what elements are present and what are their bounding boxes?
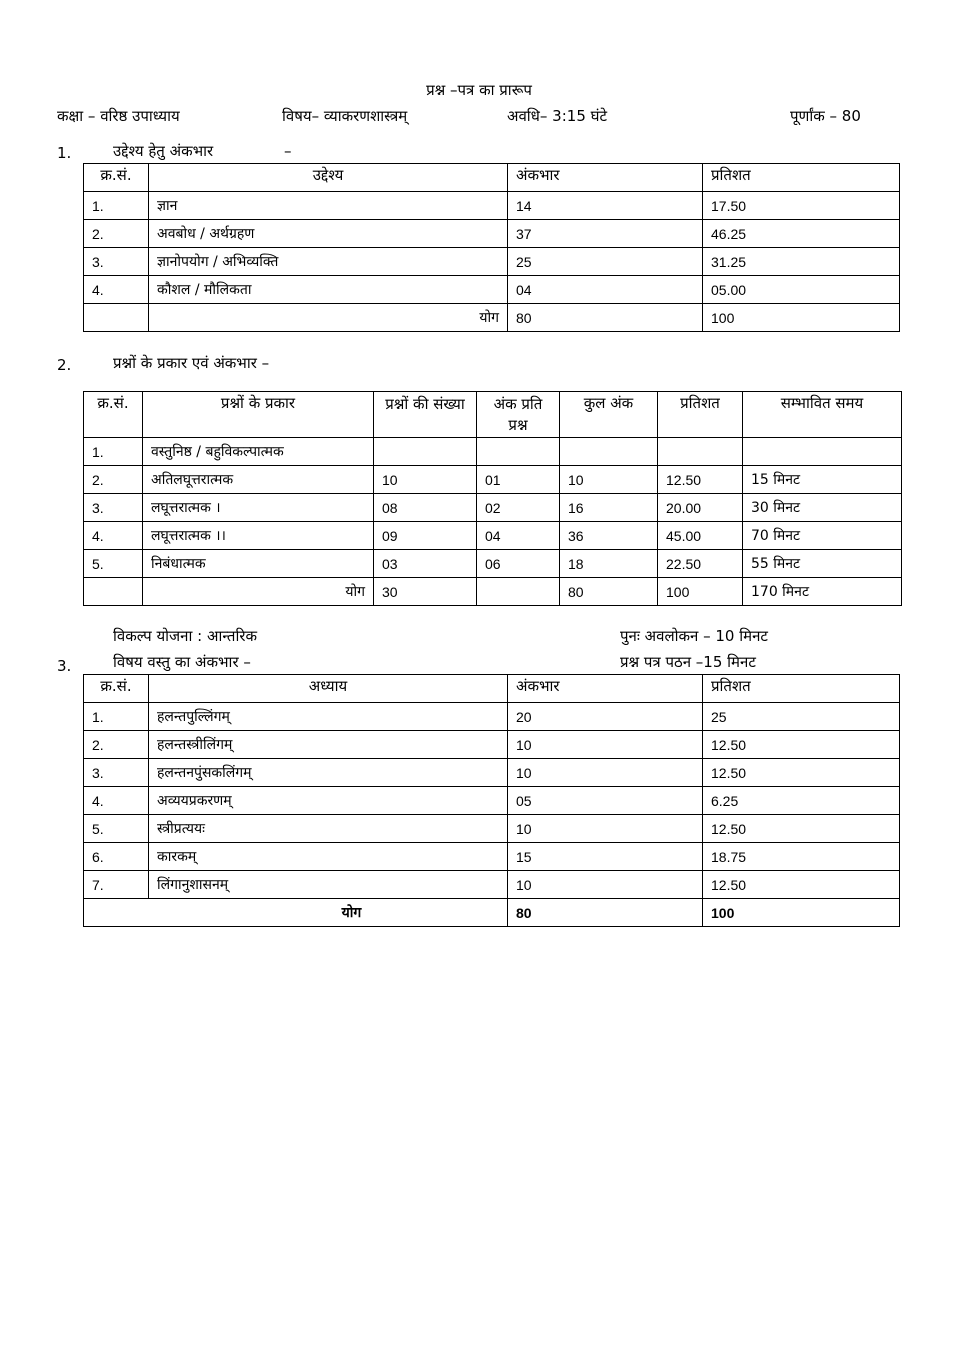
table-row xyxy=(84,759,900,787)
table-row xyxy=(84,522,902,550)
table-row xyxy=(84,276,900,304)
header-percent: प्रतिशत xyxy=(658,392,743,438)
cell-time: 15 मिनट xyxy=(743,466,902,494)
total-count: 30 xyxy=(374,578,477,606)
cell-marks: 20 xyxy=(508,703,703,731)
cell-chapter: अव्ययप्रकरणम् xyxy=(149,787,508,815)
total-label: योग xyxy=(149,304,508,332)
review-time-note: पुनः अवलोकन – 10 मिनट xyxy=(620,627,768,645)
content-weightage-table xyxy=(83,674,900,927)
cell-serial: 2. xyxy=(84,220,149,248)
cell-serial: 7. xyxy=(84,871,149,899)
cell-objective: ज्ञान xyxy=(149,192,508,220)
section1-heading: उद्देश्य हेतु अंकभार xyxy=(113,142,214,160)
cell-marks: 10 xyxy=(508,871,703,899)
table-row xyxy=(84,703,900,731)
cell-serial: 1. xyxy=(84,192,149,220)
subject-info: विषय– व्याकरणशास्त्रम् xyxy=(282,107,408,125)
total-time: 170 मिनट xyxy=(743,578,902,606)
cell-question-type: निबंधात्मक xyxy=(143,550,374,578)
cell-marks: 10 xyxy=(508,759,703,787)
cell-empty xyxy=(84,304,149,332)
cell-percent: 46.25 xyxy=(703,220,900,248)
cell-marks-per: 01 xyxy=(477,466,560,494)
table-row xyxy=(84,248,900,276)
class-info: कक्षा – वरिष्ठ उपाध्याय xyxy=(57,107,180,125)
total-percent: 100 xyxy=(658,578,743,606)
cell-count: 10 xyxy=(374,466,477,494)
total-percent: 100 xyxy=(703,899,900,927)
cell-serial: 4. xyxy=(84,276,149,304)
table-row xyxy=(84,731,900,759)
table-header-row xyxy=(84,164,900,192)
cell-chapter: हलन्तनपुंसकलिंगम् xyxy=(149,759,508,787)
table-header-row xyxy=(84,392,902,438)
cell-question-type: अतिलघूत्तरात्मक xyxy=(143,466,374,494)
table-row xyxy=(84,494,902,522)
header-question-type: प्रश्नों के प्रकार xyxy=(143,392,374,438)
cell-time: 70 मिनट xyxy=(743,522,902,550)
cell-chapter: स्त्रीप्रत्ययः xyxy=(149,815,508,843)
cell-marks-per: 04 xyxy=(477,522,560,550)
cell-percent: 31.25 xyxy=(703,248,900,276)
cell-empty xyxy=(84,578,143,606)
header-percent: प्रतिशत xyxy=(703,164,900,192)
cell-serial: 5. xyxy=(84,815,149,843)
cell-percent: 45.00 xyxy=(658,522,743,550)
cell-objective: कौशल / मौलिकता xyxy=(149,276,508,304)
cell-percent: 18.75 xyxy=(703,843,900,871)
table-row xyxy=(84,843,900,871)
total-label: योग xyxy=(84,899,508,927)
cell-count: 03 xyxy=(374,550,477,578)
total-marks-per xyxy=(477,578,560,606)
cell-total: 36 xyxy=(560,522,658,550)
cell-time xyxy=(743,438,902,466)
cell-serial: 5. xyxy=(84,550,143,578)
cell-marks: 10 xyxy=(508,731,703,759)
section3-heading: विषय वस्तु का अंकभार – xyxy=(113,653,251,671)
cell-percent: 22.50 xyxy=(658,550,743,578)
cell-serial: 1. xyxy=(84,703,149,731)
header-serial: क्र.सं. xyxy=(84,392,143,438)
header-marks: अंकभार xyxy=(508,675,703,703)
cell-percent: 12.50 xyxy=(658,466,743,494)
cell-marks: 37 xyxy=(508,220,703,248)
page-title: प्रश्न –पत्र का प्रारूप xyxy=(426,81,532,99)
cell-marks-per: 06 xyxy=(477,550,560,578)
table-row xyxy=(84,192,900,220)
cell-time: 55 मिनट xyxy=(743,550,902,578)
cell-serial: 3. xyxy=(84,248,149,276)
header-percent: प्रतिशत xyxy=(703,675,900,703)
option-plan-note: विकल्प योजना : आन्तरिक xyxy=(113,627,258,645)
header-marks: अंकभार xyxy=(508,164,703,192)
table-row xyxy=(84,220,900,248)
cell-serial: 1. xyxy=(84,438,143,466)
cell-percent: 12.50 xyxy=(703,731,900,759)
section3-number: 3. xyxy=(57,657,72,675)
cell-question-type: लघूत्तरात्मक ।। xyxy=(143,522,374,550)
header-marks-per-question: अंक प्रति प्रश्न xyxy=(477,392,560,438)
cell-count: 08 xyxy=(374,494,477,522)
cell-time: 30 मिनट xyxy=(743,494,902,522)
total-percent: 100 xyxy=(703,304,900,332)
cell-marks: 15 xyxy=(508,843,703,871)
question-types-table xyxy=(83,391,902,606)
table-total-row xyxy=(84,899,900,927)
header-serial: क्र.सं. xyxy=(84,164,149,192)
table-row xyxy=(84,550,902,578)
cell-marks: 10 xyxy=(508,815,703,843)
cell-percent: 20.00 xyxy=(658,494,743,522)
cell-objective: ज्ञानोपयोग / अभिव्यक्ति xyxy=(149,248,508,276)
cell-marks: 05 xyxy=(508,787,703,815)
reading-time-note: प्रश्न पत्र पठन –15 मिनट xyxy=(620,653,756,671)
table-total-row xyxy=(84,304,900,332)
duration-info: अवधि– 3:15 घंटे xyxy=(507,107,608,125)
cell-question-type: वस्तुनिष्ठ / बहुविकल्पात्मक xyxy=(143,438,374,466)
section2-heading: प्रश्नों के प्रकार एवं अंकभार – xyxy=(113,354,270,372)
objective-weightage-table xyxy=(83,163,900,332)
header-estimated-time: सम्भावित समय xyxy=(743,392,902,438)
header-chapter: अध्याय xyxy=(149,675,508,703)
section1-dash: – xyxy=(284,142,292,160)
cell-question-type: लघूत्तरात्मक । xyxy=(143,494,374,522)
table-row xyxy=(84,438,902,466)
cell-percent: 05.00 xyxy=(703,276,900,304)
cell-total: 16 xyxy=(560,494,658,522)
table-row xyxy=(84,815,900,843)
cell-count: 09 xyxy=(374,522,477,550)
cell-percent: 17.50 xyxy=(703,192,900,220)
cell-marks: 25 xyxy=(508,248,703,276)
cell-percent: 12.50 xyxy=(703,815,900,843)
table-header-row xyxy=(84,675,900,703)
cell-marks: 04 xyxy=(508,276,703,304)
cell-marks-per: 02 xyxy=(477,494,560,522)
cell-chapter: लिंगानुशासनम् xyxy=(149,871,508,899)
total-marks: 80 xyxy=(560,578,658,606)
cell-count xyxy=(374,438,477,466)
cell-marks: 14 xyxy=(508,192,703,220)
cell-percent xyxy=(658,438,743,466)
cell-total: 18 xyxy=(560,550,658,578)
cell-percent: 12.50 xyxy=(703,871,900,899)
cell-chapter: हलन्तपुल्लिंगम् xyxy=(149,703,508,731)
cell-percent: 12.50 xyxy=(703,759,900,787)
cell-serial: 3. xyxy=(84,494,143,522)
table-row xyxy=(84,787,900,815)
cell-serial: 6. xyxy=(84,843,149,871)
cell-percent: 25 xyxy=(703,703,900,731)
cell-serial: 2. xyxy=(84,466,143,494)
cell-total: 10 xyxy=(560,466,658,494)
cell-serial: 2. xyxy=(84,731,149,759)
table-row xyxy=(84,871,900,899)
header-objective: उद्देश्य xyxy=(149,164,508,192)
total-label: योग xyxy=(143,578,374,606)
cell-percent: 6.25 xyxy=(703,787,900,815)
cell-serial: 4. xyxy=(84,522,143,550)
cell-marks-per xyxy=(477,438,560,466)
cell-objective: अवबोध / अर्थग्रहण xyxy=(149,220,508,248)
table-row xyxy=(84,466,902,494)
total-marks: 80 xyxy=(508,899,703,927)
cell-serial: 4. xyxy=(84,787,149,815)
cell-chapter: कारकम् xyxy=(149,843,508,871)
table-total-row xyxy=(84,578,902,606)
full-marks-info: पूर्णांक – 80 xyxy=(790,107,861,125)
section1-number: 1. xyxy=(57,144,72,162)
cell-chapter: हलन्तस्त्रीलिंगम् xyxy=(149,731,508,759)
header-question-count: प्रश्नों की संख्या xyxy=(374,392,477,438)
cell-total xyxy=(560,438,658,466)
header-serial: क्र.सं. xyxy=(84,675,149,703)
cell-serial: 3. xyxy=(84,759,149,787)
section2-number: 2. xyxy=(57,356,72,374)
total-marks: 80 xyxy=(508,304,703,332)
header-total-marks: कुल अंक xyxy=(560,392,658,438)
